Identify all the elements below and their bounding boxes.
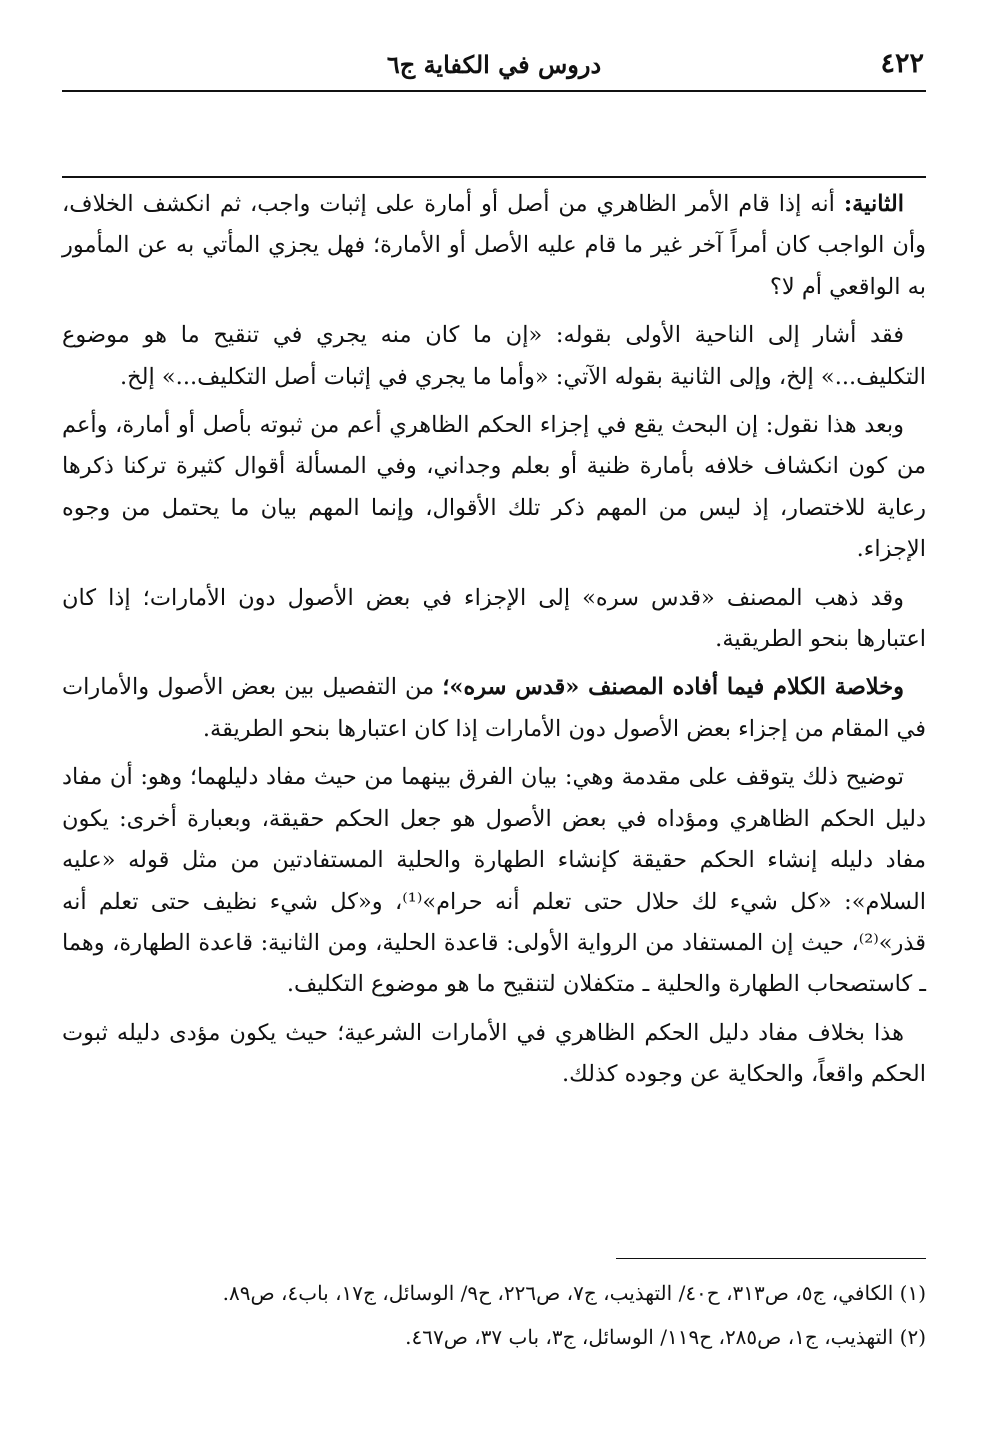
footnote-number: (١) xyxy=(899,1281,926,1305)
paragraph-lead: الثانية: xyxy=(843,191,904,217)
page-header xyxy=(62,46,926,92)
paragraph xyxy=(62,667,926,750)
running-title: دروس في الكفاية ج٦ xyxy=(386,50,602,79)
paragraph xyxy=(62,1013,926,1096)
paragraph xyxy=(62,757,926,1005)
paragraph xyxy=(62,578,926,661)
text-divider xyxy=(62,176,926,178)
footnotes xyxy=(62,1273,926,1361)
footnote-rule xyxy=(616,1258,926,1259)
footnote-text: الكافي، ج٥، ص٣١٣، ح٤٠/ التهذيب، ج٧، ص٢٢٦، ح٩/ الوسائل، ج١٧، باب٤، ص٨٩. xyxy=(222,1281,894,1305)
paragraph-text: وبعد هذا نقول: إن البحث يقع في إجزاء الحكم الظاهري أعم من ثبوته بأصل أو أمارة، وأعم من كون انكشاف خلافه بأمارة ظنية أو بعلم وجداني، وفي المسألة أقوال كثيرة تركنا ذكرها رعاية للاختصار، إذ ليس من المهم ذكر تلك الأقوال، وإنما المهم بيان ما يحتمل من وجوه الإجزاء. xyxy=(62,412,926,563)
paragraph-text: من التفصيل بين بعض الأصول والأمارات في المقام من إجزاء بعض الأصول دون الأمارات إذا كان اعتبارها بنحو الطريقة. xyxy=(62,674,926,742)
paragraph-text: فقد أشار إلى الناحية الأولى بقوله: «إن ما كان منه يجري في تنقيح ما هو موضوع التكليف...» إلخ، وإلى الثانية بقوله الآتي: «وأما ما يجري في إثبات أصل التكليف...» إلخ. xyxy=(62,322,926,390)
footnote-text: التهذيب، ج١، ص٢٨٥، ح١١٩/ الوسائل، ج٣، باب ٣٧، ص٤٦٧. xyxy=(405,1325,894,1349)
paragraph-lead: وخلاصة الكلام فيما أفاده المصنف «قدس سره»؛ xyxy=(442,674,905,701)
paragraph-text: وقد ذهب المصنف «قدس سره» إلى الإجزاء في بعض الأصول دون الأمارات؛ إذا كان اعتبارها بنحو الطريقية. xyxy=(62,584,926,653)
paragraph-text: أنه إذا قام الأمر الظاهري من أصل أو أمارة على إثبات واجب، ثم انكشف الخلاف، وأن الواجب كان أمراً آخر غير ما قام عليه الأصل أو الأمارة؛ فهل يجزي المأتي به عن المأمور به الواقعي أم لا؟ xyxy=(62,191,926,300)
paragraph xyxy=(62,315,926,398)
footnote xyxy=(62,1317,926,1357)
footnote xyxy=(62,1273,926,1313)
paragraph xyxy=(62,184,926,308)
paragraph-text: هذا بخلاف مفاد دليل الحكم الظاهري في الأمارات الشرعية؛ حيث يكون مؤدى دليله ثبوت الحكم واقعاً، والحكاية عن وجوده كذلك. xyxy=(62,1019,926,1088)
footnote-number: (٢) xyxy=(899,1325,926,1349)
main-text xyxy=(62,184,926,1103)
page-number: ٤٢٢ xyxy=(880,48,924,79)
paragraph-text: توضيح ذلك يتوقف على مقدمة وهي: بيان الفرق بينهما من حيث مفاد دليلهما؛ وهو: أن مفاد دليل الحكم الظاهري ومؤداه في بعض الأصول هو جعل الحكم حقيقة، وبعبارة أخرى: يكون مفاد دليله إنشاء الحكم حقيقة كإنشاء الطهارة والحلية المستفادتين من مثل قوله «عليه السلام»: «كل شيء لك حلال حتى تعلم أنه حرام»⁽¹⁾، و«كل شيء نظيف حتى تعلم أنه قذر»⁽²⁾، حيث إن المستفاد من الرواية الأولى: قاعدة الحلية، ومن الثانية: قاعدة الطهارة، وهما ـ كاستصحاب الطهارة والحلية ـ متكفلان لتنقيح ما هو موضوع التكليف. xyxy=(62,764,926,998)
paragraph xyxy=(62,405,926,571)
